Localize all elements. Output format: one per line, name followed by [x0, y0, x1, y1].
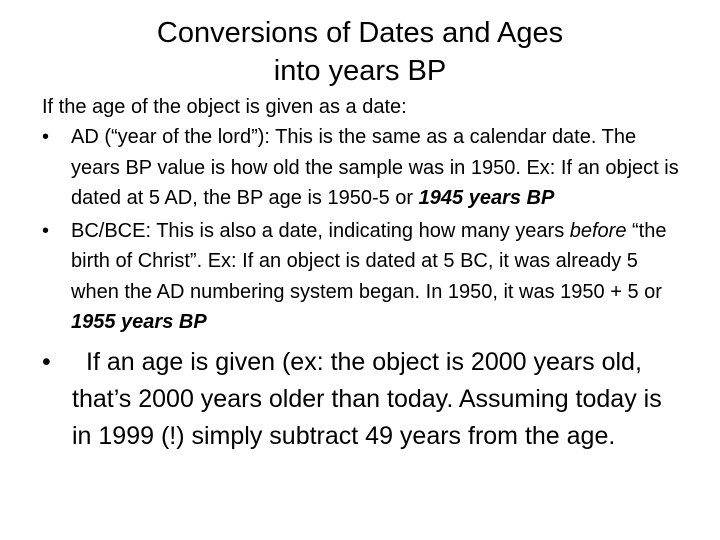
bullet-bc-text-middle: “the birth of Christ”. Ex: If an object is dated at 5 BC, it was already 5 when the AD numbering system began. In 1950, it was 1950 + 5 or [71, 219, 667, 303]
bullet-dot-icon: • [42, 126, 50, 148]
slide-title-line-2: into years BP [273, 55, 447, 87]
bullet-bc-text: BC/BCE: This is also a date, indicating how many years [71, 219, 570, 242]
bullet-age-text: If an age is given (ex: the object is 2000 years old, that’s 2000 years older than today. Assuming today is in 1999 (!) simply subtract 49 years from the age. [72, 347, 662, 450]
bullet-bc-emphasis: 1955 years BP [71, 311, 207, 333]
bullet-age [42, 344, 682, 455]
bullet-ad-text: AD (“year of the lord”): This is the same as a calendar date. The years BP value is how old the sample was in 1950. Ex: If an object is dated at 5 AD, the BP age is 1950-5 or [71, 126, 679, 209]
bullet-bc-italic: before [569, 219, 627, 242]
slide-title [0, 14, 720, 90]
bullet-bc [42, 216, 682, 338]
bullet-dot-icon: • [42, 219, 50, 242]
bullet-ad-emphasis: 1945 years BP [418, 187, 555, 209]
intro-text: If the age of the object is given as a date: [42, 96, 407, 118]
bullet-list [42, 122, 682, 457]
slide-title-line-1: Conversions of Dates and Ages [156, 17, 564, 49]
bullet-dot-icon: • [42, 347, 51, 376]
bullet-ad [42, 122, 682, 214]
